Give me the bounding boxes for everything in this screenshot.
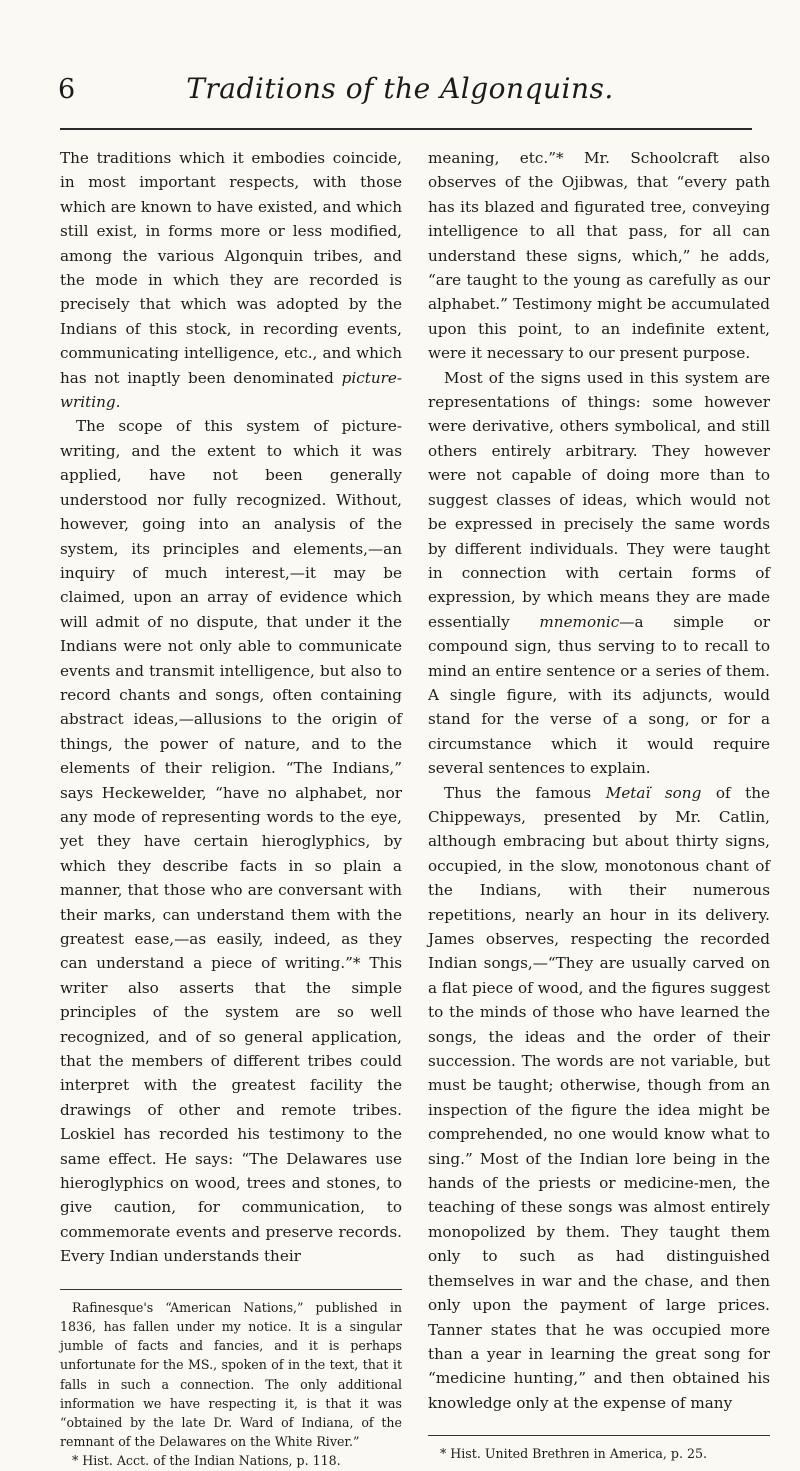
left-column (60, 146, 402, 1471)
page-number: 6 (58, 74, 76, 105)
right-column (428, 146, 770, 1463)
left-footnotes (60, 1298, 402, 1471)
footnote-rule-left (60, 1289, 402, 1290)
right-paragraph-3 (428, 781, 770, 1416)
footnote-rule-right (428, 1435, 770, 1436)
right-p3-italic: Metaï song (605, 783, 702, 802)
header-rule (60, 128, 752, 130)
right-paragraph-1: meaning, etc.”* Mr. Schoolcraft also observes of the Ojibwas, that “every path has its blazed and figurated tree, conveying intelligence to all that pass, for all can understand these signs, which,” he adds, “are taught to the young as carefully as our alphabet.” Testimony might be accumulated upon this point, to an indefinite extent, were it necessary to our present purpose. (428, 149, 770, 363)
right-p2-text-b: —a simple or compound sign, thus serving to to recall to mind an entire sentence or a series of them. A single figure, with its adjuncts, would stand for the verse of a song, or for a circumstance which it would require several sentences to explain. (428, 612, 770, 778)
right-p2-italic: mnemonic (539, 612, 620, 631)
right-p2-text-a: Most of the signs used in this system are representations of things: some however were derivative, others symbolical, and still others entirely arbitrary. They however were not capable of doing more than to suggest classes of ideas, which would not be expressed in precisely the same words by different individuals. They were taught in connection with certain forms of expression, by which means they are made essentially (428, 368, 770, 631)
running-title: Traditions of the Algonquins. (186, 72, 614, 105)
right-footnotes (428, 1444, 770, 1463)
right-p3-text-a: Thus the famous (444, 783, 606, 802)
footnote-rafinesque: Rafinesque's “American Nations,” published in 1836, has fallen under my notice. It is a singular jumble of facts and fancies, and it is perhaps unfortunate for the MS., spoken of in the text, that it falls in such a connection. The only additional information we have respecting it, is that it was “obtained by the late Dr. Ward of Indiana, of the remnant of the Delawares on the White River.” (60, 1299, 402, 1450)
right-p3-text-b: of the Chippeways, presented by Mr. Catlin, although embracing but about thirty signs, occupied, in the slow, monotonous chant of the Indians, with their numerous repetitions, nearly an hour in its delivery. James observes, respecting the recorded Indian songs,—“They are usually carved on a flat piece of wood, and the figures suggest to the minds of those who have learned the songs, the ideas and the order of their succession. The words are not variable, but must be taught; otherwise, though from an inspection of the figure the idea might be comprehended, no one would know what to sing.” Most of the Indian lore being in the hands of the priests or medicine-men, the teaching of these songs was almost entirely monopolized by them. They taught them only to such as had distinguished themselves in war and the chase, and then only upon the payment of large prices. Tanner states that he was occupied more than a year in learning the great song for “medicine hunting,” and then obtained his knowledge only at the expense of many (428, 783, 771, 1412)
right-paragraph-2 (428, 366, 770, 781)
left-paragraph-1 (60, 146, 402, 414)
left-p1-text: The traditions which it embodies coincide, in most important respects, with those which are known to have existed, and which still exist, in forms more or less modified, among the various Algonquin tribes, and the mode in which they are recorded is precisely that which was adopted by the Indians of this stock, in recording events, communicating intelligence, etc., and which has not inaptly been denominated (60, 149, 402, 387)
left-p1-italic: picture-writing. (60, 368, 402, 412)
left-paragraph-2: The scope of this system of picture-writing, and the extent to which it was applied, have not been generally understood nor fully recognized. Without, however, going into an analysis of the system, its principles and elements,—an inquiry of much interest,—it may be claimed, upon an array of evidence which will admit of no dispute, that under it the Indians were not only able to communicate events and transmit intelligence, but also to record chants and songs, often containing abstract ideas,—allusions to the origin of things, the power of nature, and to the elements of their religion. “The Indians,” says Heckewelder, “have no alphabet, nor any mode of representing words to the eye, yet they have certain hieroglyphics, by which they describe facts in so plain a manner, that those who are conversant with their marks, can understand them with the greatest ease,—as easily, indeed, as they can understand a piece of writing.”* This writer also asserts that the simple principles of the system are so well recognized, and of so general application, that the members of different tribes could interpret with the greatest facility the drawings of other and remote tribes. Loskiel has recorded his testimony to the same effect. He says: “The Delawares use hieroglyphics on wood, trees and stones, to give caution, for communication, to commemorate events and preserve records. Every Indian understands their (60, 417, 402, 1266)
footnote-united-brethren: * Hist. United Brethren in America, p. 25. (440, 1446, 708, 1462)
footnote-heckewelder: * Hist. Acct. of the Indian Nations, p. 118. (72, 1453, 341, 1469)
